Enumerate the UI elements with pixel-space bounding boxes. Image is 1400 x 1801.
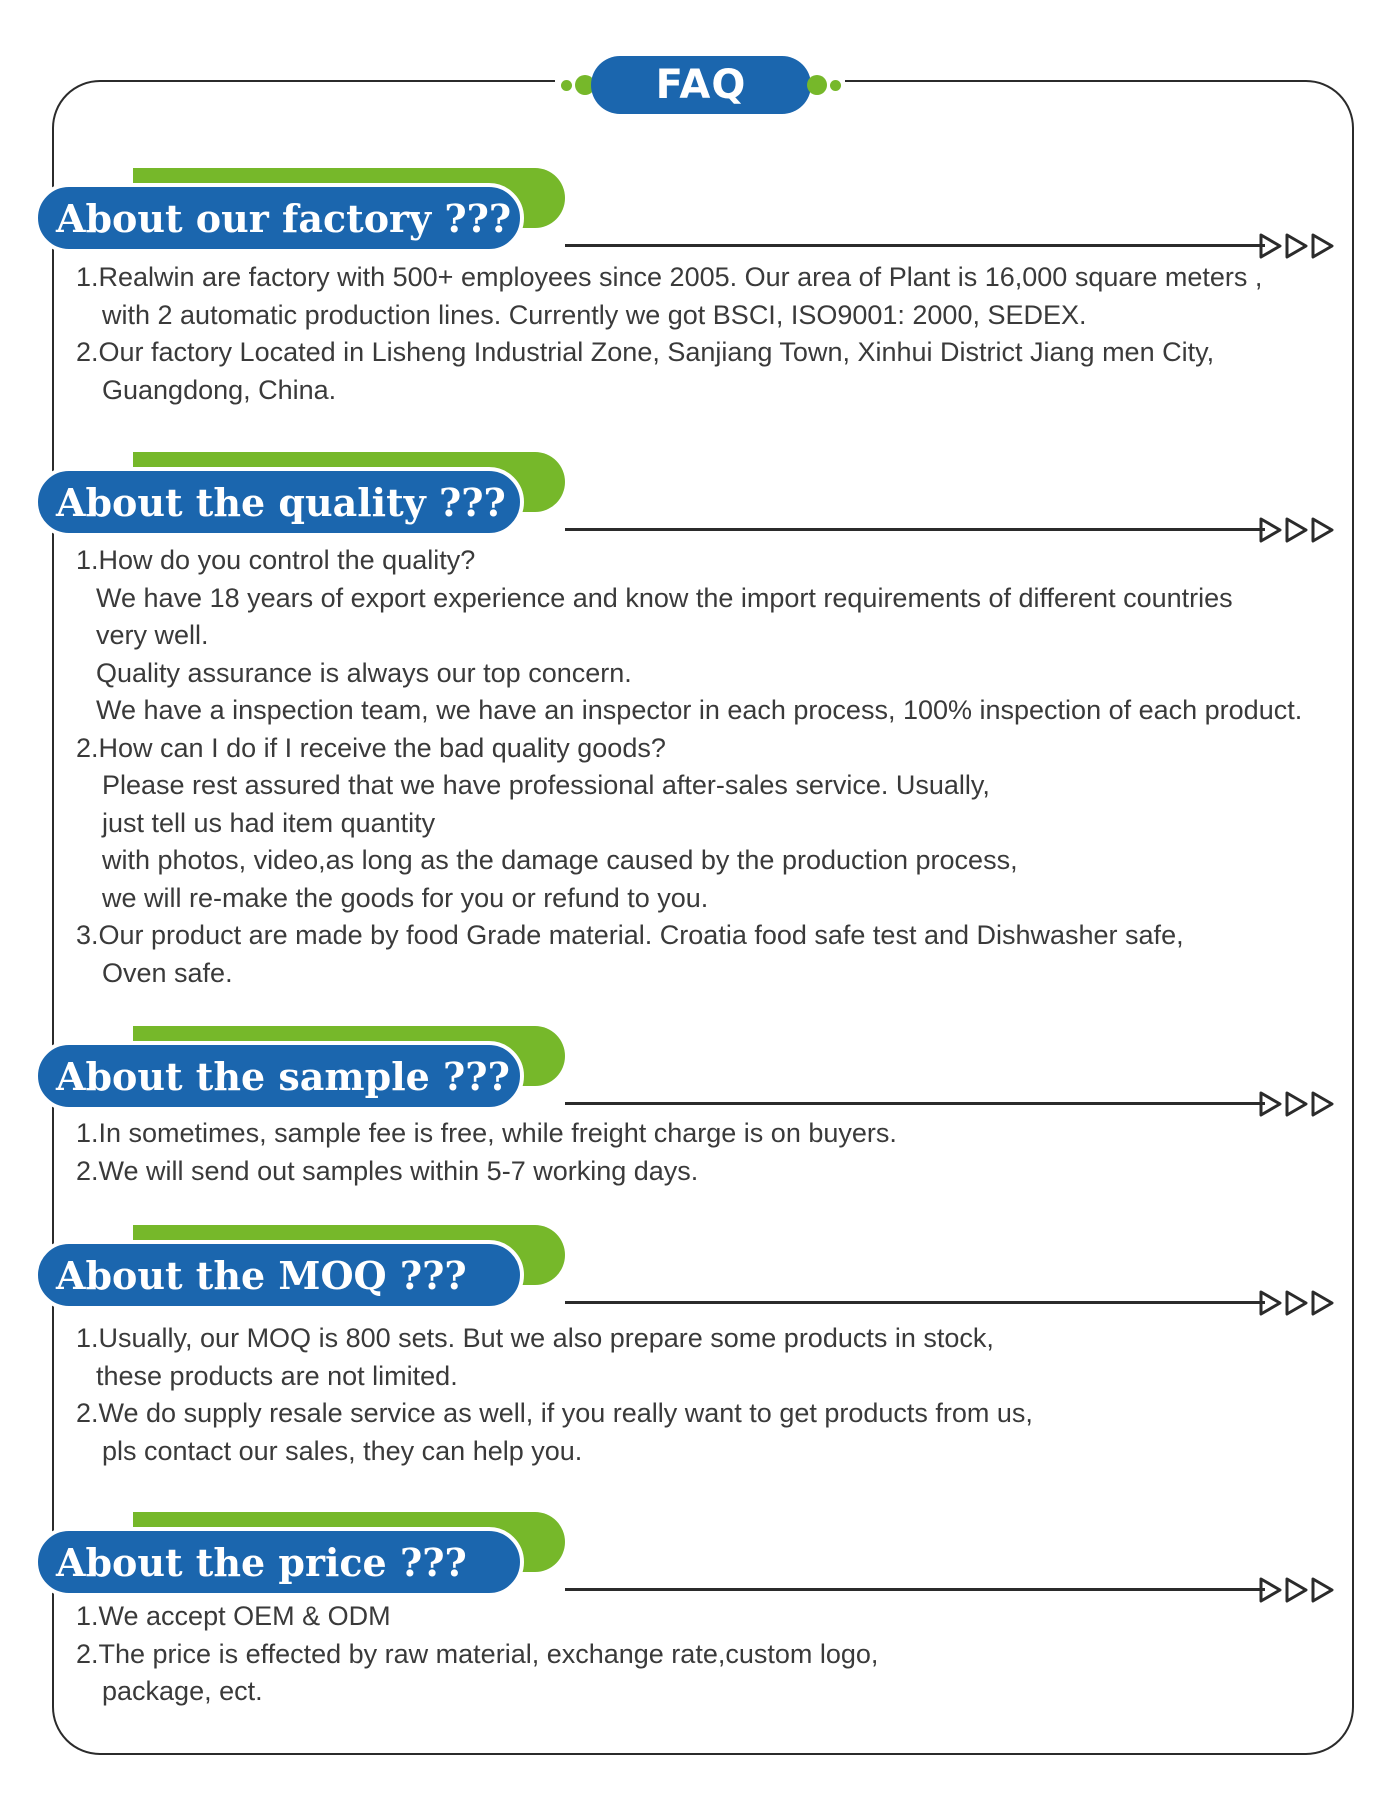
body-line: Quality assurance is always our top concern. [96,657,632,688]
body-line: pls contact our sales, they can help you. [102,1435,583,1466]
body-line: 1.How do you control the quality? [76,545,476,575]
triple-play-arrow-icon [1258,515,1338,545]
body-line: package, ect. [102,1676,263,1706]
body-line: Guangdong, China. [102,374,337,405]
dot-icon [561,80,572,91]
section-heading: About the MOQ ??? [34,1240,524,1310]
body-line: 2.We will send out samples within 5-7 working days. [76,1155,699,1186]
body-line: We have 18 years of export experience and know the import requirements of different countries [96,582,1233,613]
section-body [76,1115,897,1190]
body-line: these products are not limited. [96,1360,458,1391]
triple-play-arrow-icon [1258,1288,1338,1318]
body-line: 2.Our factory Located in Lisheng Industrial Zone, Sanjiang Town, Xinhui District Jiang men City, [76,337,1215,367]
triple-play-arrow-icon [1258,1575,1338,1605]
body-line: 2.We do supply resale service as well, if you really want to get products from us, [76,1398,1033,1428]
section-heading: About the price ??? [34,1527,524,1597]
body-line: with 2 automatic production lines. Currently we got BSCI, ISO9001: 2000, SEDEX. [102,299,1087,330]
section-body [76,1320,1033,1470]
body-line: with photos, video,as long as the damage caused by the production process, [102,845,1018,875]
body-line: just tell us had item quantity [102,807,436,838]
body-line: 1.Usually, our MOQ is 800 sets. But we also prepare some products in stock, [76,1323,994,1353]
divider-line [565,244,1265,247]
body-line: 1.Realwin are factory with 500+ employees since 2005. Our area of Plant is 16,000 square meters , [76,262,1263,292]
divider-line [565,528,1265,531]
section-body [76,1598,878,1711]
body-line: 2.The price is effected by raw material, exchange rate,custom logo, [76,1638,879,1669]
faq-title-badge [555,54,845,118]
body-line: 3.Our product are made by food Grade material. Croatia food safe test and Dishwasher safe, [76,920,1184,950]
triple-play-arrow-icon [1258,231,1338,261]
body-line: Oven safe. [102,957,233,988]
section-heading: About the sample ??? [34,1041,524,1111]
body-line: We have a inspection team, we have an inspector in each process, 100% inspection of each product. [96,695,1303,725]
body-line: 2.How can I do if I receive the bad quality goods? [76,732,666,763]
body-line: 1.In sometimes, sample fee is free, while freight charge is on buyers. [76,1118,897,1148]
triple-play-arrow-icon [1258,1089,1338,1119]
body-line: very well. [96,620,209,650]
section-heading: About our factory ??? [34,183,524,253]
divider-line [565,1102,1265,1105]
section-heading: About the quality ??? [34,467,524,537]
body-line: we will re-make the goods for you or refund to you. [102,882,709,913]
section-body [76,259,1262,409]
page-title: FAQ [591,56,811,114]
body-line: Please rest assured that we have professional after-sales service. Usually, [102,770,990,800]
divider-line [565,1588,1265,1591]
dot-icon [830,80,841,91]
dot-icon [807,75,827,95]
section-body [76,542,1302,992]
body-line: 1.We accept OEM & ODM [76,1601,391,1631]
divider-line [565,1301,1265,1304]
